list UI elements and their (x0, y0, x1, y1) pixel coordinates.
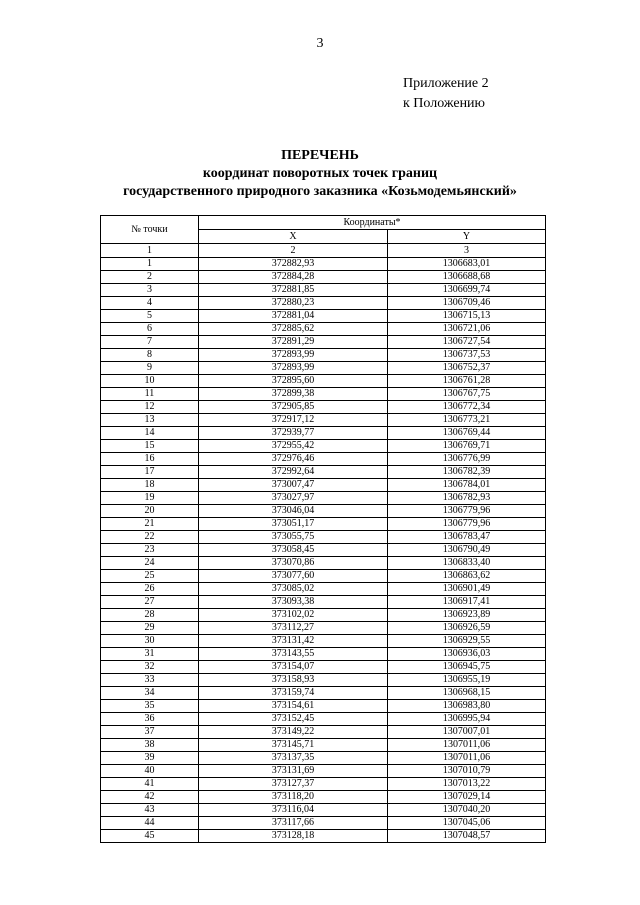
table-row (101, 674, 546, 687)
x-coordinate-cell: 373055,75 (199, 531, 388, 544)
y-coordinate-cell: 1306917,41 (388, 596, 546, 609)
point-number-cell: 33 (101, 674, 199, 687)
table-row (101, 375, 546, 388)
point-number-cell: 12 (101, 401, 199, 414)
x-coordinate-cell: 372992,64 (199, 466, 388, 479)
x-coordinate-cell: 373145,71 (199, 739, 388, 752)
table-row (101, 271, 546, 284)
point-number-cell: 37 (101, 726, 199, 739)
x-coordinate-cell: 372895,60 (199, 375, 388, 388)
y-coordinate-cell: 1307045,06 (388, 817, 546, 830)
table-row (101, 830, 546, 843)
y-coordinate-cell: 1307011,06 (388, 752, 546, 765)
point-number-cell: 29 (101, 622, 199, 635)
x-coordinate-cell: 373154,07 (199, 661, 388, 674)
x-coordinate-cell: 372891,29 (199, 336, 388, 349)
y-coordinate-cell: 1306783,47 (388, 531, 546, 544)
point-number-cell: 28 (101, 609, 199, 622)
point-number-cell: 19 (101, 492, 199, 505)
x-coordinate-cell: 373127,37 (199, 778, 388, 791)
appendix-line-2: к Положению (403, 96, 486, 111)
x-coordinate-cell: 373131,42 (199, 635, 388, 648)
appendix-note (403, 74, 489, 114)
point-number-cell: 1 (101, 258, 199, 271)
table-column-number-row (101, 244, 546, 258)
point-number-cell: 17 (101, 466, 199, 479)
table-row (101, 596, 546, 609)
table-row (101, 362, 546, 375)
point-number-cell: 16 (101, 453, 199, 466)
y-coordinate-cell: 1306767,75 (388, 388, 546, 401)
point-number-cell: 35 (101, 700, 199, 713)
table-row (101, 687, 546, 700)
x-coordinate-cell: 372893,99 (199, 362, 388, 375)
point-number-cell: 32 (101, 661, 199, 674)
point-number-cell: 7 (101, 336, 199, 349)
x-coordinate-cell: 373051,17 (199, 518, 388, 531)
table-row (101, 557, 546, 570)
table-row (101, 739, 546, 752)
point-number-cell: 13 (101, 414, 199, 427)
heading-title: ПЕРЕЧЕНЬ (281, 148, 359, 163)
table-row (101, 609, 546, 622)
x-coordinate-cell: 373070,86 (199, 557, 388, 570)
x-coordinate-cell: 373152,45 (199, 713, 388, 726)
point-number-cell: 8 (101, 349, 199, 362)
x-coordinate-cell: 373046,04 (199, 505, 388, 518)
appendix-line-1: Приложение 2 (403, 76, 489, 91)
x-coordinate-cell: 373131,69 (199, 765, 388, 778)
table-row (101, 817, 546, 830)
y-coordinate-cell: 1306955,19 (388, 674, 546, 687)
point-number-cell: 2 (101, 271, 199, 284)
column-number: 2 (199, 244, 388, 258)
table-row (101, 453, 546, 466)
y-coordinate-cell: 1306772,34 (388, 401, 546, 414)
page-number: 3 (316, 36, 324, 51)
y-coordinate-cell: 1306769,71 (388, 440, 546, 453)
table-body (101, 258, 546, 843)
x-coordinate-cell: 372917,12 (199, 414, 388, 427)
y-coordinate-cell: 1306784,01 (388, 479, 546, 492)
coordinates-table (100, 215, 546, 843)
point-number-cell: 20 (101, 505, 199, 518)
table-row (101, 336, 546, 349)
table-row (101, 427, 546, 440)
x-coordinate-cell: 372899,38 (199, 388, 388, 401)
y-coordinate-cell: 1306709,46 (388, 297, 546, 310)
point-number-cell: 15 (101, 440, 199, 453)
point-number-cell: 41 (101, 778, 199, 791)
y-coordinate-cell: 1306833,40 (388, 557, 546, 570)
table-header-row (101, 216, 546, 230)
point-number-cell: 36 (101, 713, 199, 726)
y-coordinate-cell: 1306752,37 (388, 362, 546, 375)
column-number: 1 (101, 244, 199, 258)
table-row (101, 648, 546, 661)
point-number-cell: 31 (101, 648, 199, 661)
y-coordinate-cell: 1306968,15 (388, 687, 546, 700)
y-coordinate-cell: 1306923,89 (388, 609, 546, 622)
y-coordinate-cell: 1306721,06 (388, 323, 546, 336)
document-heading (0, 147, 640, 201)
point-number-cell: 30 (101, 635, 199, 648)
table-row (101, 700, 546, 713)
table-row (101, 531, 546, 544)
x-coordinate-cell: 372884,28 (199, 271, 388, 284)
point-number-cell: 14 (101, 427, 199, 440)
x-coordinate-cell: 373128,18 (199, 830, 388, 843)
y-coordinate-cell: 1307048,57 (388, 830, 546, 843)
y-coordinate-cell: 1307010,79 (388, 765, 546, 778)
heading-subtitle-2: государственного природного заказника «Козьмодемьянский» (123, 184, 517, 199)
table-row (101, 765, 546, 778)
x-coordinate-cell: 373159,74 (199, 687, 388, 700)
point-number-cell: 6 (101, 323, 199, 336)
y-coordinate-cell: 1306995,94 (388, 713, 546, 726)
table-row (101, 791, 546, 804)
x-coordinate-cell: 373149,22 (199, 726, 388, 739)
y-coordinate-cell: 1306863,62 (388, 570, 546, 583)
point-number-cell: 38 (101, 739, 199, 752)
table-row (101, 388, 546, 401)
table-row (101, 622, 546, 635)
point-number-cell: 44 (101, 817, 199, 830)
x-coordinate-cell: 373158,93 (199, 674, 388, 687)
y-coordinate-cell: 1306715,13 (388, 310, 546, 323)
table-row (101, 544, 546, 557)
point-number-cell: 9 (101, 362, 199, 375)
x-coordinate-cell: 373118,20 (199, 791, 388, 804)
x-coordinate-cell: 373085,02 (199, 583, 388, 596)
x-coordinate-cell: 372905,85 (199, 401, 388, 414)
x-coordinate-cell: 372882,93 (199, 258, 388, 271)
point-number-cell: 42 (101, 791, 199, 804)
point-number-cell: 27 (101, 596, 199, 609)
table-row (101, 310, 546, 323)
header-point-number: № точки (101, 216, 199, 244)
x-coordinate-cell: 373027,97 (199, 492, 388, 505)
y-coordinate-cell: 1306769,44 (388, 427, 546, 440)
x-coordinate-cell: 373112,27 (199, 622, 388, 635)
table-row (101, 726, 546, 739)
x-coordinate-cell: 373093,38 (199, 596, 388, 609)
table-row (101, 505, 546, 518)
point-number-cell: 39 (101, 752, 199, 765)
table-row (101, 661, 546, 674)
table-row (101, 414, 546, 427)
table-row (101, 401, 546, 414)
point-number-cell: 23 (101, 544, 199, 557)
point-number-cell: 21 (101, 518, 199, 531)
table-row (101, 323, 546, 336)
y-coordinate-cell: 1306983,80 (388, 700, 546, 713)
table-row (101, 778, 546, 791)
table-row (101, 258, 546, 271)
x-coordinate-cell: 372881,85 (199, 284, 388, 297)
table-row (101, 570, 546, 583)
y-coordinate-cell: 1306936,03 (388, 648, 546, 661)
x-coordinate-cell: 372976,46 (199, 453, 388, 466)
x-coordinate-cell: 373116,04 (199, 804, 388, 817)
x-coordinate-cell: 373058,45 (199, 544, 388, 557)
column-number: 3 (388, 244, 546, 258)
header-y: Y (388, 230, 546, 244)
x-coordinate-cell: 373143,55 (199, 648, 388, 661)
y-coordinate-cell: 1306790,49 (388, 544, 546, 557)
y-coordinate-cell: 1306779,96 (388, 505, 546, 518)
x-coordinate-cell: 373077,60 (199, 570, 388, 583)
table-row (101, 284, 546, 297)
y-coordinate-cell: 1306737,53 (388, 349, 546, 362)
x-coordinate-cell: 373007,47 (199, 479, 388, 492)
point-number-cell: 34 (101, 687, 199, 700)
table-row (101, 752, 546, 765)
y-coordinate-cell: 1307013,22 (388, 778, 546, 791)
y-coordinate-cell: 1306782,39 (388, 466, 546, 479)
point-number-cell: 40 (101, 765, 199, 778)
point-number-cell: 45 (101, 830, 199, 843)
heading-subtitle-1: координат поворотных точек границ (202, 166, 438, 181)
y-coordinate-cell: 1306761,28 (388, 375, 546, 388)
table-row (101, 349, 546, 362)
x-coordinate-cell: 372939,77 (199, 427, 388, 440)
point-number-cell: 11 (101, 388, 199, 401)
y-coordinate-cell: 1306782,93 (388, 492, 546, 505)
x-coordinate-cell: 372893,99 (199, 349, 388, 362)
y-coordinate-cell: 1306773,21 (388, 414, 546, 427)
y-coordinate-cell: 1306779,96 (388, 518, 546, 531)
y-coordinate-cell: 1306683,01 (388, 258, 546, 271)
x-coordinate-cell: 372955,42 (199, 440, 388, 453)
table-row (101, 635, 546, 648)
y-coordinate-cell: 1307011,06 (388, 739, 546, 752)
y-coordinate-cell: 1306926,59 (388, 622, 546, 635)
y-coordinate-cell: 1307029,14 (388, 791, 546, 804)
point-number-cell: 25 (101, 570, 199, 583)
y-coordinate-cell: 1306776,99 (388, 453, 546, 466)
y-coordinate-cell: 1306945,75 (388, 661, 546, 674)
x-coordinate-cell: 373102,02 (199, 609, 388, 622)
table-row (101, 440, 546, 453)
point-number-cell: 5 (101, 310, 199, 323)
table-row (101, 713, 546, 726)
point-number-cell: 22 (101, 531, 199, 544)
y-coordinate-cell: 1306901,49 (388, 583, 546, 596)
point-number-cell: 4 (101, 297, 199, 310)
x-coordinate-cell: 373154,61 (199, 700, 388, 713)
table-row (101, 479, 546, 492)
point-number-cell: 3 (101, 284, 199, 297)
point-number-cell: 10 (101, 375, 199, 388)
y-coordinate-cell: 1306699,74 (388, 284, 546, 297)
y-coordinate-cell: 1307007,01 (388, 726, 546, 739)
table-row (101, 583, 546, 596)
x-coordinate-cell: 372885,62 (199, 323, 388, 336)
x-coordinate-cell: 373137,35 (199, 752, 388, 765)
y-coordinate-cell: 1306929,55 (388, 635, 546, 648)
x-coordinate-cell: 373117,66 (199, 817, 388, 830)
point-number-cell: 26 (101, 583, 199, 596)
x-coordinate-cell: 372880,23 (199, 297, 388, 310)
table-row (101, 466, 546, 479)
y-coordinate-cell: 1306727,54 (388, 336, 546, 349)
table-row (101, 518, 546, 531)
x-coordinate-cell: 372881,04 (199, 310, 388, 323)
point-number-cell: 24 (101, 557, 199, 570)
header-x: X (199, 230, 388, 244)
point-number-cell: 43 (101, 804, 199, 817)
table-row (101, 804, 546, 817)
y-coordinate-cell: 1306688,68 (388, 271, 546, 284)
point-number-cell: 18 (101, 479, 199, 492)
y-coordinate-cell: 1307040,20 (388, 804, 546, 817)
header-coordinates: Координаты* (199, 216, 546, 230)
table-row (101, 297, 546, 310)
table-row (101, 492, 546, 505)
